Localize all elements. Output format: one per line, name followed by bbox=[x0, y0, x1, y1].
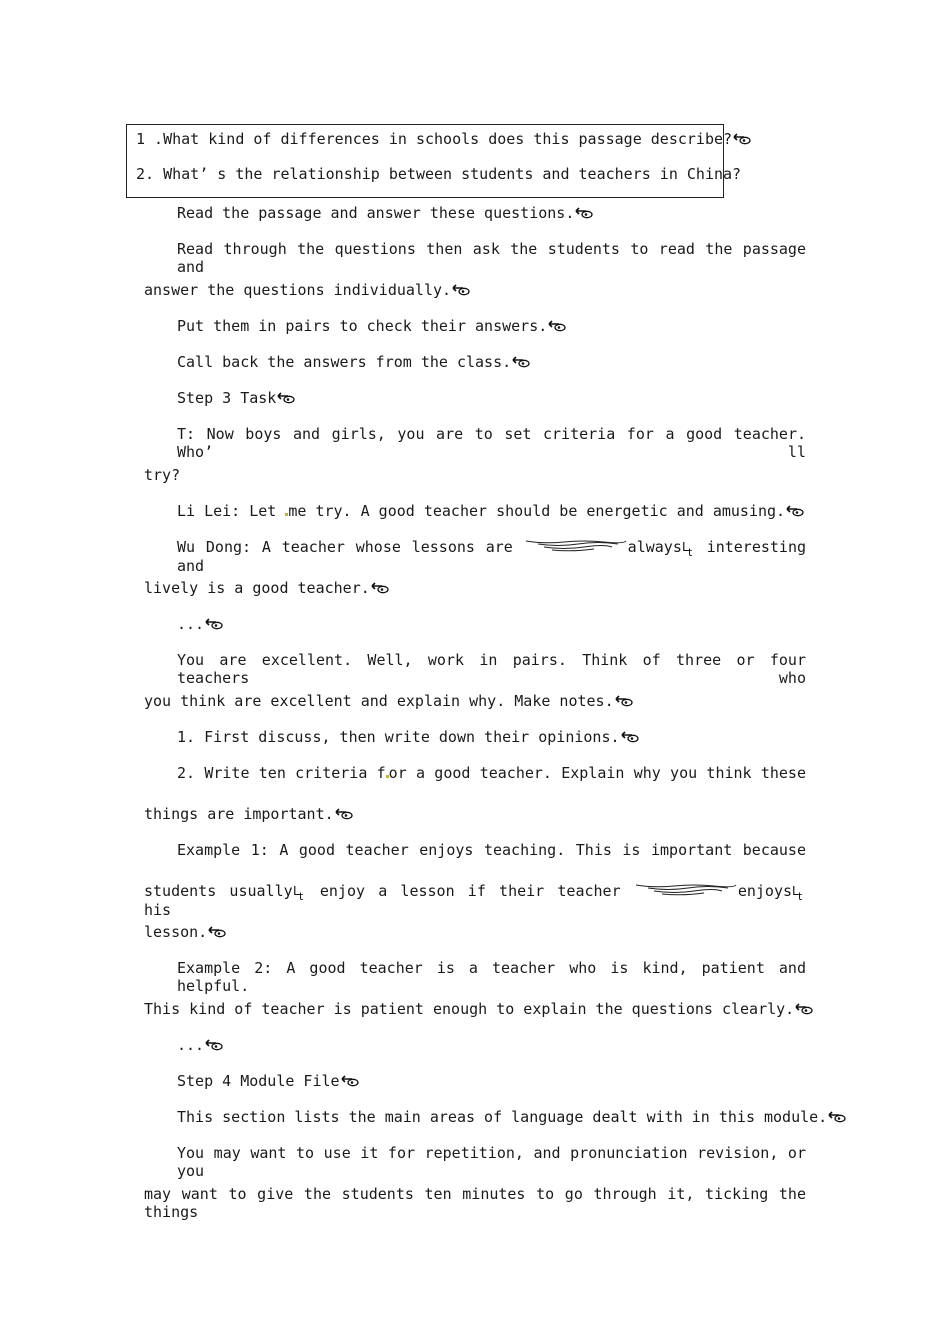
paragraph: This section lists the main areas of language dealt with in this module. bbox=[177, 1108, 846, 1126]
formatting-mark-icon bbox=[682, 539, 696, 557]
paragraph-line: answer the questions individually. bbox=[144, 281, 470, 299]
paragraph-mark-icon bbox=[786, 505, 804, 517]
paragraph-line: lively is a good teacher. bbox=[144, 579, 389, 597]
question-2: 2. What’ s the relationship between students and teachers in China? bbox=[136, 165, 742, 183]
paragraph-mark-icon bbox=[205, 618, 223, 630]
paragraph-line: This kind of teacher is patient enough to explain the questions clearly. bbox=[144, 1000, 813, 1018]
paragraph-mark-icon bbox=[621, 731, 639, 743]
numbered-item: 2. Write ten criteria f or a good teacher. Explain why you think these bbox=[177, 764, 806, 782]
paragraph-mark-icon bbox=[371, 582, 389, 594]
step-heading: Step 4 Module File bbox=[177, 1072, 359, 1090]
example-line: Example 2: A good teacher is a teacher who is kind, patient and helpful. bbox=[177, 959, 806, 995]
dialogue-line: Wu Dong: A teacher whose lessons are always interesting and bbox=[177, 538, 807, 575]
paragraph-line: You may want to use it for repetition, and pronunciation revision, or you bbox=[177, 1144, 806, 1180]
paragraph: Read the passage and answer these questions. bbox=[177, 204, 593, 222]
paragraph-mark-icon bbox=[733, 133, 751, 145]
paragraph-mark-icon bbox=[615, 695, 633, 707]
paragraph-line: things are important. bbox=[144, 805, 353, 823]
paragraph-mark-icon bbox=[277, 392, 295, 404]
paragraph-line: you think are excellent and explain why. Make notes. bbox=[144, 692, 633, 710]
example-line: students usually enjoy a lesson if their teacher enjoys his bbox=[144, 882, 806, 919]
ellipsis: ... bbox=[177, 615, 223, 633]
paragraph-mark-icon bbox=[452, 284, 470, 296]
wavy-line-icon bbox=[524, 538, 628, 552]
step-heading: Step 3 Task bbox=[177, 389, 295, 407]
dialogue-line: Li Lei: Let me try. A good teacher should be energetic and amusing. bbox=[177, 502, 804, 520]
paragraph-mark-icon bbox=[341, 1075, 359, 1087]
paragraph-mark-icon bbox=[335, 808, 353, 820]
paragraph-mark-icon bbox=[575, 207, 593, 219]
numbered-item: 1. First discuss, then write down their opinions. bbox=[177, 728, 639, 746]
paragraph-line: try? bbox=[144, 466, 181, 484]
example-line: Example 1: A good teacher enjoys teaching. This is important because bbox=[177, 841, 806, 859]
paragraph-line: T: Now boys and girls, you are to set criteria for a good teacher. Who’ ll bbox=[177, 425, 806, 461]
formatting-mark-icon bbox=[792, 883, 806, 901]
paragraph: Call back the answers from the class. bbox=[177, 353, 530, 371]
paragraph-line: may want to give the students ten minutes to go through it, ticking the things bbox=[144, 1185, 806, 1221]
paragraph-line: You are excellent. Well, work in pairs. Think of three or four teachers who bbox=[177, 651, 806, 687]
paragraph-mark-icon bbox=[795, 1003, 813, 1015]
paragraph: Put them in pairs to check their answers. bbox=[177, 317, 566, 335]
question-1: 1 .What kind of differences in schools does this passage describe? bbox=[136, 130, 751, 148]
wavy-line-icon bbox=[634, 882, 738, 896]
paragraph-mark-icon bbox=[828, 1111, 846, 1123]
paragraph-mark-icon bbox=[205, 1039, 223, 1051]
paragraph-line: lesson. bbox=[144, 923, 226, 941]
paragraph-mark-icon bbox=[512, 356, 530, 368]
paragraph-mark-icon bbox=[208, 926, 226, 938]
paragraph-mark-icon bbox=[548, 320, 566, 332]
ellipsis: ... bbox=[177, 1036, 223, 1054]
paragraph-line: Read through the questions then ask the students to read the passage and bbox=[177, 240, 806, 276]
formatting-mark-icon bbox=[293, 883, 307, 901]
